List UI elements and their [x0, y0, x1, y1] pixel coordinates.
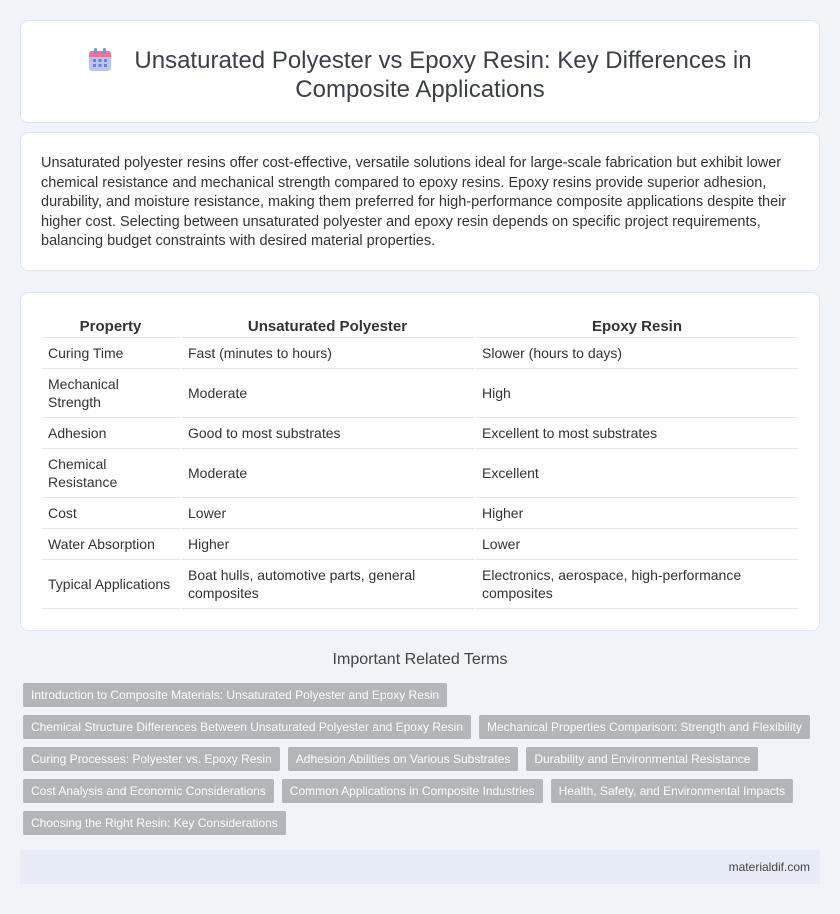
cell-polyester: Moderate — [182, 449, 476, 498]
table-header-row — [42, 315, 798, 338]
cell-polyester: Fast (minutes to hours) — [182, 338, 476, 369]
related-terms-list — [23, 683, 823, 843]
cell-epoxy: Higher — [476, 498, 798, 529]
cell-property: Chemical Resistance — [42, 449, 182, 498]
intro-card — [20, 132, 820, 271]
related-term-tag[interactable]: Cost Analysis and Economic Considerations — [23, 779, 274, 803]
cell-epoxy: Electronics, aerospace, high-performance composites — [476, 560, 798, 609]
related-term-tag[interactable]: Adhesion Abilities on Various Substrates — [288, 747, 519, 771]
calendar-icon — [88, 48, 112, 72]
page-title-text: Unsaturated Polyester vs Epoxy Resin: Key Differences in Composite Applications — [134, 47, 752, 103]
tag-row — [23, 683, 823, 707]
tag-row — [23, 715, 823, 739]
cell-epoxy: Lower — [476, 529, 798, 560]
cell-property: Water Absorption — [42, 529, 182, 560]
cell-polyester: Lower — [182, 498, 476, 529]
header-epoxy-resin: Epoxy Resin — [476, 315, 798, 338]
cell-property: Mechanical Strength — [42, 369, 182, 418]
cell-epoxy: Excellent to most substrates — [476, 418, 798, 449]
cell-property: Curing Time — [42, 338, 182, 369]
tag-row — [23, 747, 823, 771]
intro-paragraph: Unsaturated polyester resins offer cost-effective, versatile solutions ideal for large-scale fabrication but exhibit lower chemical resistance and mechanical strength compared to epoxy resins. Epoxy resins provide superior adhesion, durability, and moisture resistance, making them preferred for high-performance composite applications despite their higher cost. Selecting between unsaturated polyester and epoxy resin depends on specific project requirements, balancing budget constraints with desired material properties. — [41, 155, 787, 250]
table-row — [42, 449, 798, 498]
table-row — [42, 418, 798, 449]
page-title — [21, 46, 819, 104]
tag-row — [23, 811, 823, 835]
cell-polyester: Higher — [182, 529, 476, 560]
header-property: Property — [42, 315, 182, 338]
header-card — [20, 20, 820, 123]
related-term-tag[interactable]: Health, Safety, and Environmental Impacts — [551, 779, 794, 803]
related-term-tag[interactable]: Durability and Environmental Resistance — [526, 747, 758, 771]
cell-polyester: Boat hulls, automotive parts, general composites — [182, 560, 476, 609]
table-row — [42, 338, 798, 369]
cell-polyester: Moderate — [182, 369, 476, 418]
table-row — [42, 498, 798, 529]
table-row — [42, 369, 798, 418]
cell-property: Cost — [42, 498, 182, 529]
cell-epoxy: Excellent — [476, 449, 798, 498]
comparison-table — [42, 315, 798, 609]
cell-property: Typical Applications — [42, 560, 182, 609]
comparison-table-card — [20, 292, 820, 631]
related-term-tag[interactable]: Introduction to Composite Materials: Unsaturated Polyester and Epoxy Resin — [23, 683, 447, 707]
cell-polyester: Good to most substrates — [182, 418, 476, 449]
cell-epoxy: High — [476, 369, 798, 418]
tag-row — [23, 779, 823, 803]
footer-site-link[interactable]: materialdif.com — [728, 860, 810, 874]
related-term-tag[interactable]: Common Applications in Composite Industries — [282, 779, 543, 803]
related-term-tag[interactable]: Curing Processes: Polyester vs. Epoxy Resin — [23, 747, 280, 771]
footer — [20, 850, 820, 884]
table-row — [42, 560, 798, 609]
related-terms-title: Important Related Terms — [332, 651, 508, 668]
related-term-tag[interactable]: Chemical Structure Differences Between Unsaturated Polyester and Epoxy Resin — [23, 715, 471, 739]
table-row — [42, 529, 798, 560]
cell-property: Adhesion — [42, 418, 182, 449]
header-unsaturated-polyester: Unsaturated Polyester — [182, 315, 476, 338]
related-term-tag[interactable]: Choosing the Right Resin: Key Considerations — [23, 811, 286, 835]
related-term-tag[interactable]: Mechanical Properties Comparison: Strength and Flexibility — [479, 715, 810, 739]
cell-epoxy: Slower (hours to days) — [476, 338, 798, 369]
